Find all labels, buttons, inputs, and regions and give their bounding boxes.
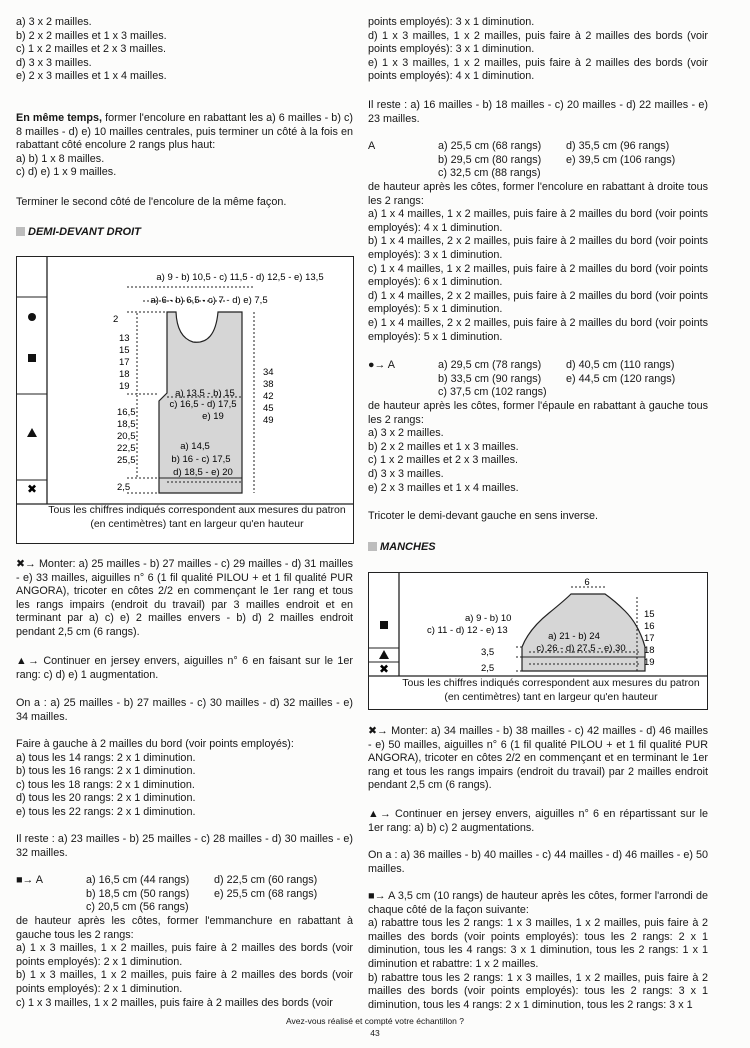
cross-marker-icon: ✖ [378, 662, 390, 676]
sleeve-schematic [368, 572, 708, 710]
paragraph-text: A 3,5 cm (10 rangs) de hauteur après les côtes, former l'arrondi de chaque côté de la façon suivante: [368, 890, 708, 916]
height-label: 25,5 [117, 455, 136, 466]
triangle-marker-icon [27, 428, 37, 437]
front-schematic [16, 256, 354, 544]
list-item: c) 1 x 4 mailles, 1 x 2 mailles, puis faire à 2 mailles du bord (voir points employés): 6 x 1 diminution. [368, 262, 708, 289]
height-label: 17 [644, 633, 655, 644]
height-label: 13 [119, 333, 130, 344]
table-cell: c) 32,5 cm (88 rangs) [438, 167, 541, 180]
height-label: 45 [263, 403, 274, 414]
width-label: a) 21 - b) 24 [548, 631, 600, 642]
paragraph-text: de hauteur après les côtes, former l'encolure en rabattant à droite tous les 2 rangs: [368, 181, 708, 207]
list-item: e) 1 x 4 mailles, 2 x 2 mailles, puis faire à 2 mailles du bord (voir points employés): 5 x 1 diminution. [368, 316, 708, 343]
square-marker-icon [380, 621, 388, 629]
paragraph-text: Continuer en jersey envers, aiguilles n° 6 en faisant sur le 1er rang: c) d) e) 1 augmentation. [16, 655, 354, 681]
list-item: a) 1 x 3 mailles, 1 x 2 mailles, puis faire à 2 mailles des bords (voir points employés): 2 x 1 diminution. [16, 942, 353, 968]
table-cell: a) 25,5 cm (68 rangs) [438, 140, 542, 152]
width-label: a) 13,5 - b) 15 [175, 388, 235, 399]
list-item: c) 1 x 2 mailles et 2 x 3 mailles. [368, 454, 519, 467]
height-label: 2 [113, 314, 119, 325]
paragraph-text: On a : a) 36 mailles - b) 40 mailles - c) 44 mailles - d) 46 mailles - e) 50 mailles. [368, 849, 708, 875]
list-item: e) 2 x 3 mailles et 1 x 4 mailles. [368, 481, 519, 494]
paragraph-text: Il reste : a) 23 mailles - b) 25 mailles - c) 28 mailles - d) 30 mailles - e) 32 mailles. [16, 833, 353, 859]
cross-arrow-icon: ✖→ [16, 558, 36, 570]
list-item: e) tous les 22 rangs: 2 x 1 diminution. [16, 805, 196, 818]
list-item: d) 3 x 3 mailles. [368, 467, 444, 480]
shoulder-list [368, 400, 708, 495]
height-label: 18 [644, 645, 655, 656]
list-item: b) 2 x 2 mailles et 1 x 3 mailles. [16, 29, 167, 42]
list-item: points employés): 3 x 1 diminution. [368, 16, 535, 28]
table-cell: e) 25,5 cm (68 rangs) [214, 887, 318, 900]
width-label: d) 18,5 - e) 20 [173, 467, 233, 478]
triangle-marker-icon [379, 650, 389, 659]
list-item: e) 2 x 3 mailles et 1 x 4 mailles. [16, 70, 167, 83]
list-item: d) 3 x 3 mailles. [16, 56, 92, 69]
neckline-list [368, 181, 708, 344]
list-item: a) tous les 14 rangs: 2 x 1 diminution. [16, 751, 196, 764]
height-label: 16 [644, 621, 655, 632]
table-cell: b) 33,5 cm (90 rangs) [438, 372, 542, 385]
table-cell: c) 37,5 cm (102 rangs) [438, 386, 547, 399]
paragraph-text: former l'encolure en rabattant les a) 6 mailles - b) c) 8 mailles - d) e) 10 mailles centrales, puis terminer un côté à la fois en rabattant côté encolure 2 rangs plus haut: [16, 112, 354, 152]
table-cell: e) 44,5 cm (120 rangs) [566, 372, 676, 385]
list-item: d) 1 x 4 mailles, 2 x 2 mailles, puis faire à 2 mailles du bord (voir points employés): 5 x 1 diminution. [368, 289, 708, 316]
height-label: 38 [263, 379, 274, 390]
width-label: a) 9 - b) 10,5 - c) 11,5 - d) 12,5 - e) 13,5 [156, 272, 324, 283]
table-cell: b) 18,5 cm (50 rangs) [86, 887, 190, 900]
height-label: 49 [263, 415, 274, 426]
width-label: c) 16,5 - d) 17,5 [169, 399, 237, 410]
list-item: b) rabattre tous les 2 rangs: 1 x 3 mailles, 1 x 2 mailles, puis faire à 2 mailles des bords (voir points employés): tous les 2 rangs: 3 x 1 diminution, tous les 4 rangs: 2 x 1 diminution, tous les 2 rangs: 3 x 1 [368, 971, 708, 1011]
table-cell: a) 29,5 cm (78 rangs) [438, 359, 542, 371]
section-heading [16, 226, 353, 240]
width-label: a) 9 - b) 10 [465, 613, 512, 624]
cross-arrow-icon: ✖→ [368, 725, 388, 737]
height-table [16, 874, 353, 915]
symbol-label: ●→ A [368, 359, 395, 371]
paragraph-text: Tricoter le demi-devant gauche en sens inverse. [368, 510, 599, 522]
paragraph-text: Terminer le second côté de l'encolure de la même façon. [16, 196, 287, 208]
list-item: e) 1 x 3 mailles, 1 x 2 mailles, puis faire à 2 mailles des bords (voir points employés): 4 x 1 diminution. [368, 56, 708, 83]
list-item: a) 1 x 4 mailles, 1 x 2 mailles, puis faire à 2 mailles du bord (voir points employés): 4 x 1 diminution. [368, 208, 708, 234]
section-heading [368, 541, 708, 555]
list-item: d) tous les 20 rangs: 2 x 1 diminution. [16, 792, 196, 805]
height-label: 18,5 [117, 419, 136, 430]
list-item: b) 2 x 2 mailles et 1 x 3 mailles. [368, 440, 519, 453]
width-label: b) 16 - c) 17,5 [171, 454, 231, 465]
square-arrow-icon: ■→ [368, 890, 386, 902]
height-label: 34 [263, 367, 274, 378]
diagram-caption: Tous les chiffres indiqués correspondent aux mesures du patron (en centimètres) tant en largeur qu'en hauteur [48, 504, 346, 530]
height-label: 22,5 [117, 443, 136, 454]
width-label: 6 [584, 577, 590, 588]
list-item: c) tous les 18 rangs: 2 x 1 diminution. [16, 778, 195, 791]
height-table [368, 140, 708, 181]
table-cell: b) 29,5 cm (80 rangs) [438, 153, 542, 166]
table-cell: e) 39,5 cm (106 rangs) [566, 153, 676, 166]
table-cell: d) 35,5 cm (96 rangs) [566, 140, 670, 152]
section-title: MANCHES [380, 541, 436, 553]
paragraph-text: de hauteur après les côtes, former l'épaule en rabattant à gauche tous les 2 rangs: [368, 400, 708, 426]
neckline-paragraph [16, 112, 353, 180]
height-label: 3,5 [481, 647, 495, 658]
width-label: e) 19 [202, 411, 224, 422]
symbol-label: ■→ A [16, 874, 43, 886]
height-label: 18 [119, 369, 130, 380]
width-label: c) 11 - d) 12 - e) 13 [427, 625, 508, 636]
symbol-label: A [368, 140, 376, 152]
width-label: a) 14,5 [180, 441, 210, 452]
paragraph-text: Monter: a) 34 mailles - b) 38 mailles - c) 42 mailles - d) 46 mailles - e) 50 mailles, aiguilles n° 6 (1 fil qualité PILOU + et 1 fil qualité PUR ANGORA), tricoter en côtes 2/2 en commençant et en terminant le 1er rang et tous les rangs impairs (endroit du travail) par 2 mailles endroit pendant 2,5 cm (6 rangs). [368, 725, 708, 792]
height-table [368, 359, 708, 400]
rib-height-label: 2,5 [117, 482, 131, 493]
circle-marker-icon [28, 313, 36, 321]
paragraph-text: Monter: a) 25 mailles - b) 27 mailles - c) 29 mailles - d) 31 mailles - e) 33 mailles, aiguilles n° 6 (1 fil qualité PILOU + et 1 fil qualité PUR ANGORA), tricoter en côtes 2/2 en commençant le 1er rang et tous les rangs impairs (endroit du travail) par 3 mailles endroit et en terminant par a) c) e) 2 mailles envers - b) d) 2 mailles endroit pendant 2,5 cm (6 rangs). [16, 558, 353, 638]
list-item: b) tous les 16 rangs: 2 x 1 diminution. [16, 765, 196, 778]
paragraph-text: On a : a) 25 mailles - b) 27 mailles - c) 30 mailles - d) 32 mailles - e) 34 mailles. [16, 697, 353, 723]
height-label: 2,5 [481, 663, 495, 674]
height-label: 15 [644, 609, 655, 620]
cross-marker-icon: ✖ [26, 482, 38, 496]
paragraph-text: Il reste : a) 16 mailles - b) 18 mailles - c) 20 mailles - d) 22 mailles - e) 23 mailles. [368, 99, 708, 125]
height-label: 20,5 [117, 431, 136, 442]
list-item: d) 1 x 3 mailles, 1 x 2 mailles, puis faire à 2 mailles des bords (voir points employés): 3 x 1 diminution. [368, 29, 708, 56]
paragraph-text: Continuer en jersey envers, aiguilles n° 6 en répartissant sur le 1er rang: a) b) c) 2 augmentations. [368, 808, 708, 834]
decrease-list [16, 738, 353, 820]
table-cell: a) 16,5 cm (44 rangs) [86, 874, 190, 886]
list-item: a) 3 x 2 mailles. [16, 16, 92, 28]
height-label: 42 [263, 391, 274, 402]
diagram-caption: Tous les chiffres indiqués correspondent aux mesures du patron (en centimètres) tant en largeur qu'en hauteur [402, 677, 700, 703]
square-marker-icon [28, 354, 36, 362]
height-label: 19 [119, 381, 130, 392]
height-label: 17 [119, 357, 130, 368]
paragraph-monter [368, 725, 708, 793]
emphasis: En même temps, [16, 112, 103, 124]
height-label: 19 [644, 657, 655, 668]
schematic-drawing [17, 257, 353, 543]
paragraph-monter [16, 558, 353, 640]
list-item: b) 1 x 3 mailles, 1 x 2 mailles, puis faire à 2 mailles des bords (voir points employés): 2 x 1 diminution. [16, 969, 353, 995]
list-item: b) 1 x 4 mailles, 2 x 2 mailles, puis faire à 2 mailles du bord (voir points employés): 3 x 1 diminution. [368, 235, 708, 261]
list-item: a) 3 x 2 mailles. [368, 427, 444, 440]
page-number: 43 [370, 1028, 380, 1038]
list-item: a) b) 1 x 8 mailles. [16, 152, 105, 165]
width-label: c) 26 - d) 27,5 - e) 30 [536, 643, 626, 654]
list-item: a) rabattre tous les 2 rangs: 1 x 3 mailles, 1 x 2 mailles, puis faire à 2 mailles des bords (voir points employés): tous les 2 rangs: 2 x 1 diminution, tous les 4 rangs: 3 x 1 diminution, tous les 2 rangs: 1 x 1 diminution et rabattre: 1 x 2 mailles. [368, 917, 708, 970]
table-cell: c) 20,5 cm (56 rangs) [86, 901, 189, 914]
list-item: c) 1 x 2 mailles et 2 x 3 mailles. [16, 43, 167, 56]
square-bullet-icon [368, 542, 377, 551]
list-item: c) 1 x 3 mailles, 1 x 2 mailles, puis faire à 2 mailles des bords (voir [16, 996, 333, 1009]
square-bullet-icon [16, 227, 25, 236]
shoulder-list [16, 16, 353, 84]
armhole-continued [368, 16, 708, 84]
table-cell: d) 40,5 cm (110 rangs) [566, 359, 675, 371]
paragraph-text: Faire à gauche à 2 mailles du bord (voir points employés): [16, 738, 294, 750]
paragraph-text: de hauteur après les côtes, former l'emmanchure en rabattant à gauche tous les 2 rangs: [16, 915, 353, 941]
triangle-arrow-icon: ▲→ [368, 808, 391, 820]
paragraph-continuer [368, 808, 708, 835]
section-title: DEMI-DEVANT DROIT [28, 226, 141, 238]
footer-question: Avez-vous réalisé et compté votre échantillon ? [286, 1016, 464, 1026]
table-cell: d) 22,5 cm (60 rangs) [214, 874, 318, 886]
list-item: c) d) e) 1 x 9 mailles. [16, 166, 117, 179]
height-label: 15 [119, 345, 130, 356]
height-label: 16,5 [117, 407, 136, 418]
sleeve-cap-paragraph [368, 890, 708, 1012]
width-label: a) 6 - b) 6,5 - c) 7 - d) e) 7,5 [150, 295, 268, 306]
armhole-paragraph [16, 915, 353, 1010]
paragraph-continuer [16, 655, 353, 682]
triangle-arrow-icon: ▲→ [16, 655, 39, 667]
